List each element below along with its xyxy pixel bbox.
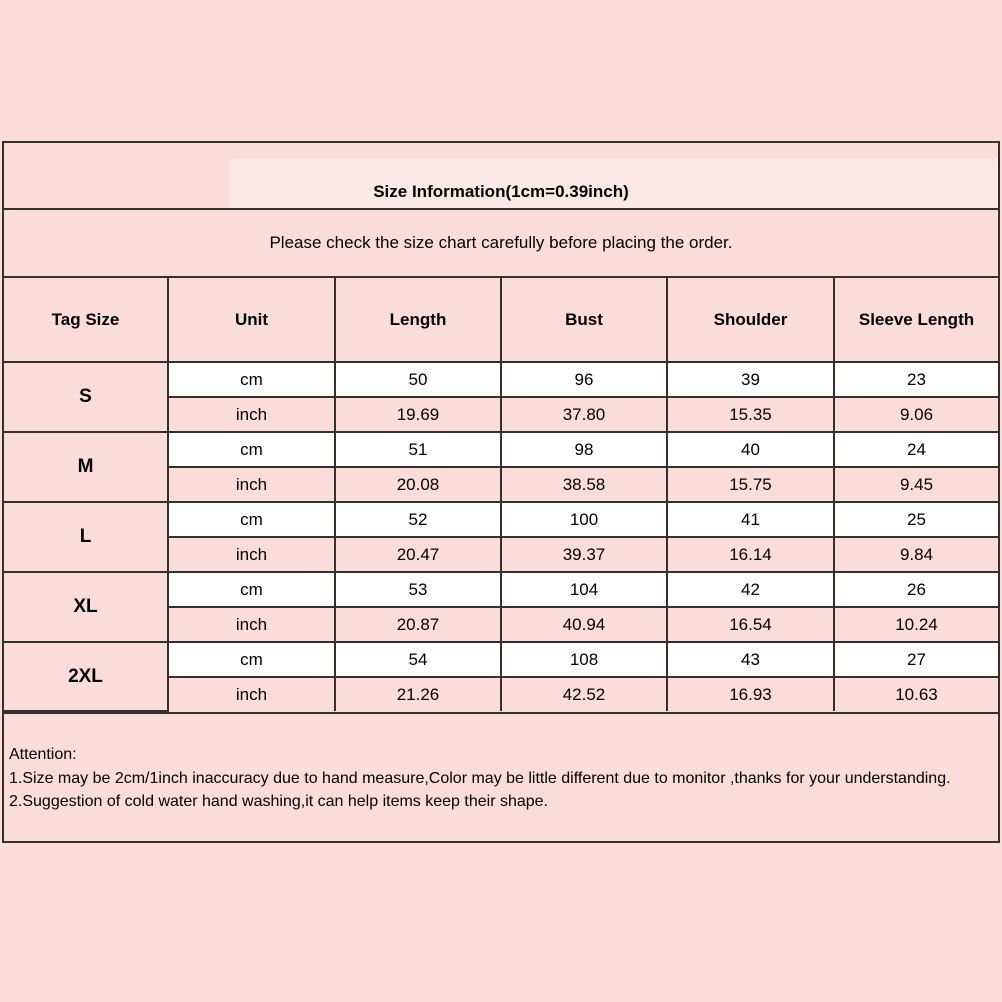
cell-sleeve: 25	[834, 502, 998, 537]
unit-label: cm	[168, 572, 335, 607]
unit-label: inch	[168, 537, 335, 572]
size-label-s: S	[4, 362, 168, 432]
cell-shoulder: 16.54	[667, 607, 834, 642]
unit-label: cm	[168, 432, 335, 467]
cell-shoulder: 39	[667, 362, 834, 397]
size-label-xl: XL	[4, 572, 168, 642]
cell-bust: 104	[501, 572, 667, 607]
table-row	[4, 572, 998, 607]
cell-sleeve: 10.63	[834, 677, 998, 711]
table-row	[4, 642, 998, 677]
cell-length: 21.26	[335, 677, 501, 711]
size-label-m: M	[4, 432, 168, 502]
column-header-unit: Unit	[168, 278, 335, 362]
cell-sleeve: 9.06	[834, 397, 998, 432]
cell-bust: 38.58	[501, 467, 667, 502]
cell-bust: 98	[501, 432, 667, 467]
page-title: Size Information(1cm=0.39inch)	[373, 182, 629, 201]
cell-shoulder: 40	[667, 432, 834, 467]
cell-length: 52	[335, 502, 501, 537]
column-header-bust: Bust	[501, 278, 667, 362]
unit-label: cm	[168, 362, 335, 397]
size-label-l: L	[4, 502, 168, 572]
column-header-shoulder: Shoulder	[667, 278, 834, 362]
cell-bust: 42.52	[501, 677, 667, 711]
cell-bust: 108	[501, 642, 667, 677]
unit-label: inch	[168, 677, 335, 711]
subtitle-row	[4, 210, 998, 278]
attention-note-1: 1.Size may be 2cm/1inch inaccuracy due to hand measure,Color may be little different due to monitor ,thanks for your understanding.	[9, 769, 951, 787]
cell-length: 54	[335, 642, 501, 677]
table-row	[4, 362, 998, 397]
cell-bust: 96	[501, 362, 667, 397]
cell-sleeve: 9.45	[834, 467, 998, 502]
cell-length: 19.69	[335, 397, 501, 432]
attention-note-2: 2.Suggestion of cold water hand washing,it can help items keep their shape.	[9, 793, 548, 810]
cell-length: 20.08	[335, 467, 501, 502]
unit-label: inch	[168, 607, 335, 642]
cell-bust: 100	[501, 502, 667, 537]
size-table	[4, 278, 998, 712]
cell-shoulder: 16.14	[667, 537, 834, 572]
title-row	[4, 143, 998, 210]
cell-bust: 39.37	[501, 537, 667, 572]
cell-length: 20.47	[335, 537, 501, 572]
column-header-sleeve-length: Sleeve Length	[834, 278, 998, 362]
column-header-tag-size: Tag Size	[4, 278, 168, 362]
unit-label: inch	[168, 397, 335, 432]
subtitle-text: Please check the size chart carefully before placing the order.	[269, 233, 733, 252]
cell-length: 51	[335, 432, 501, 467]
size-label-2xl: 2XL	[4, 642, 168, 711]
attention-section	[4, 712, 998, 841]
cell-bust: 40.94	[501, 607, 667, 642]
cell-bust: 37.80	[501, 397, 667, 432]
cell-shoulder: 15.75	[667, 467, 834, 502]
cell-sleeve: 10.24	[834, 607, 998, 642]
unit-label: cm	[168, 642, 335, 677]
attention-heading: Attention:	[9, 746, 77, 763]
cell-length: 20.87	[335, 607, 501, 642]
unit-label: inch	[168, 467, 335, 502]
cell-shoulder: 16.93	[667, 677, 834, 711]
cell-shoulder: 15.35	[667, 397, 834, 432]
cell-length: 53	[335, 572, 501, 607]
table-row	[4, 432, 998, 467]
cell-shoulder: 42	[667, 572, 834, 607]
cell-sleeve: 23	[834, 362, 998, 397]
column-header-length: Length	[335, 278, 501, 362]
cell-sleeve: 9.84	[834, 537, 998, 572]
cell-shoulder: 43	[667, 642, 834, 677]
cell-sleeve: 27	[834, 642, 998, 677]
cell-length: 50	[335, 362, 501, 397]
table-header-row	[4, 278, 998, 362]
size-chart-panel	[2, 141, 1000, 843]
cell-shoulder: 41	[667, 502, 834, 537]
unit-label: cm	[168, 502, 335, 537]
cell-sleeve: 24	[834, 432, 998, 467]
cell-sleeve: 26	[834, 572, 998, 607]
table-row	[4, 502, 998, 537]
